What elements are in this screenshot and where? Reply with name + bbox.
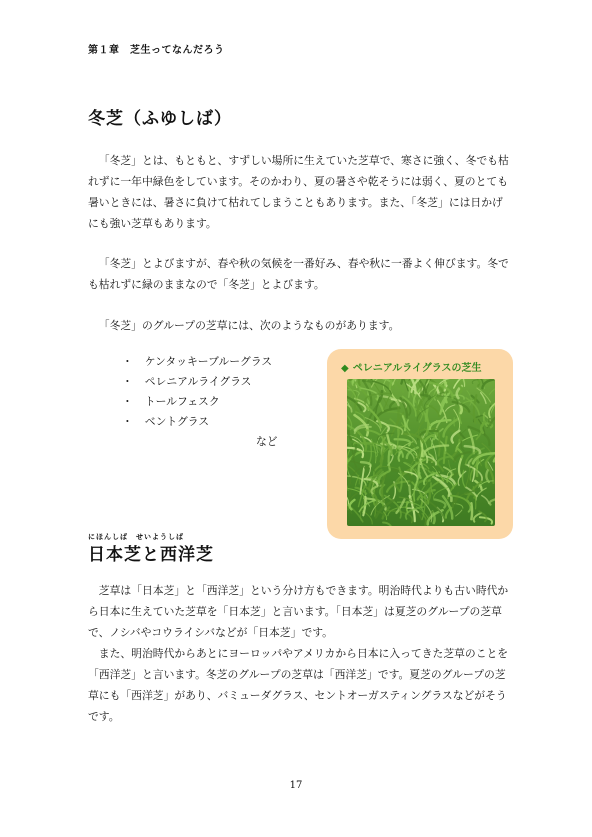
list-item: ・ ペレニアルライグラス (122, 372, 272, 392)
section-title-nihonshiba-seiyoushiba: 日本芝と西洋芝 (88, 545, 214, 565)
page-number: 17 (289, 780, 303, 791)
paragraph: 「冬芝」とよびますが、春や秋の気候を一番好み、春や秋に一番よく伸びます。冬でも枯れずに緑のままなので「冬芝」とよびます。 (88, 257, 509, 291)
section1-body-2 (88, 253, 512, 295)
section1-body-3 (88, 315, 512, 336)
paragraph: 「冬芝」とは、もともと、すずしい場所に生えていた芝草で、寒さに強く、冬でも枯れずに一年中緑色をしています。そのかわり、夏の暑さや乾そうには弱く、夏のとても暑いときには、暑さに負けて枯れてしまうこともあります。また、「冬芝」には日かげにも強い芝草もあります。 (88, 154, 509, 230)
photo-caption-text: ペレニアルライグラスの芝生 (352, 363, 482, 374)
grass-photo (347, 379, 495, 526)
section2-body (88, 580, 512, 727)
list-item: ・ ベントグラス (122, 412, 272, 432)
section-title-fuyushiba: 冬芝（ふゆしば） (88, 109, 232, 129)
list-item: ・ トールフェスク (122, 392, 272, 412)
section1-body (88, 150, 512, 234)
section2-ruby: にほんしば せいようしば (88, 533, 184, 541)
chapter-header: 第１章 芝生ってなんだろう (88, 45, 225, 56)
list-suffix: など (256, 435, 278, 448)
cool-season-grass-list (122, 352, 272, 432)
diamond-bullet-icon: ◆ (341, 363, 349, 374)
paragraph: 「冬芝」のグループの芝草には、次のようなものがあります。 (98, 319, 400, 332)
photo-caption (341, 359, 482, 374)
paragraph: 芝草は「日本芝」と「西洋芝」という分け方もできます。明治時代よりも古い時代から日本に生えていた芝草を「日本芝」と言います。「日本芝」は夏芝のグループの芝草で、ノシバやコウライシバなどが「日本芝」です。 (88, 584, 509, 639)
list-item: ・ ケンタッキーブルーグラス (122, 352, 272, 372)
photo-card (327, 349, 513, 539)
paragraph: また、明治時代からあとにヨーロッパやアメリカから日本に入ってきた芝草のことを「西洋芝」と言います。冬芝のグループの芝草は「西洋芝」です。夏芝のグループの芝草にも「西洋芝」があり、バミューダグラス、セントオーガスティングラスなどがそうです。 (88, 647, 509, 723)
